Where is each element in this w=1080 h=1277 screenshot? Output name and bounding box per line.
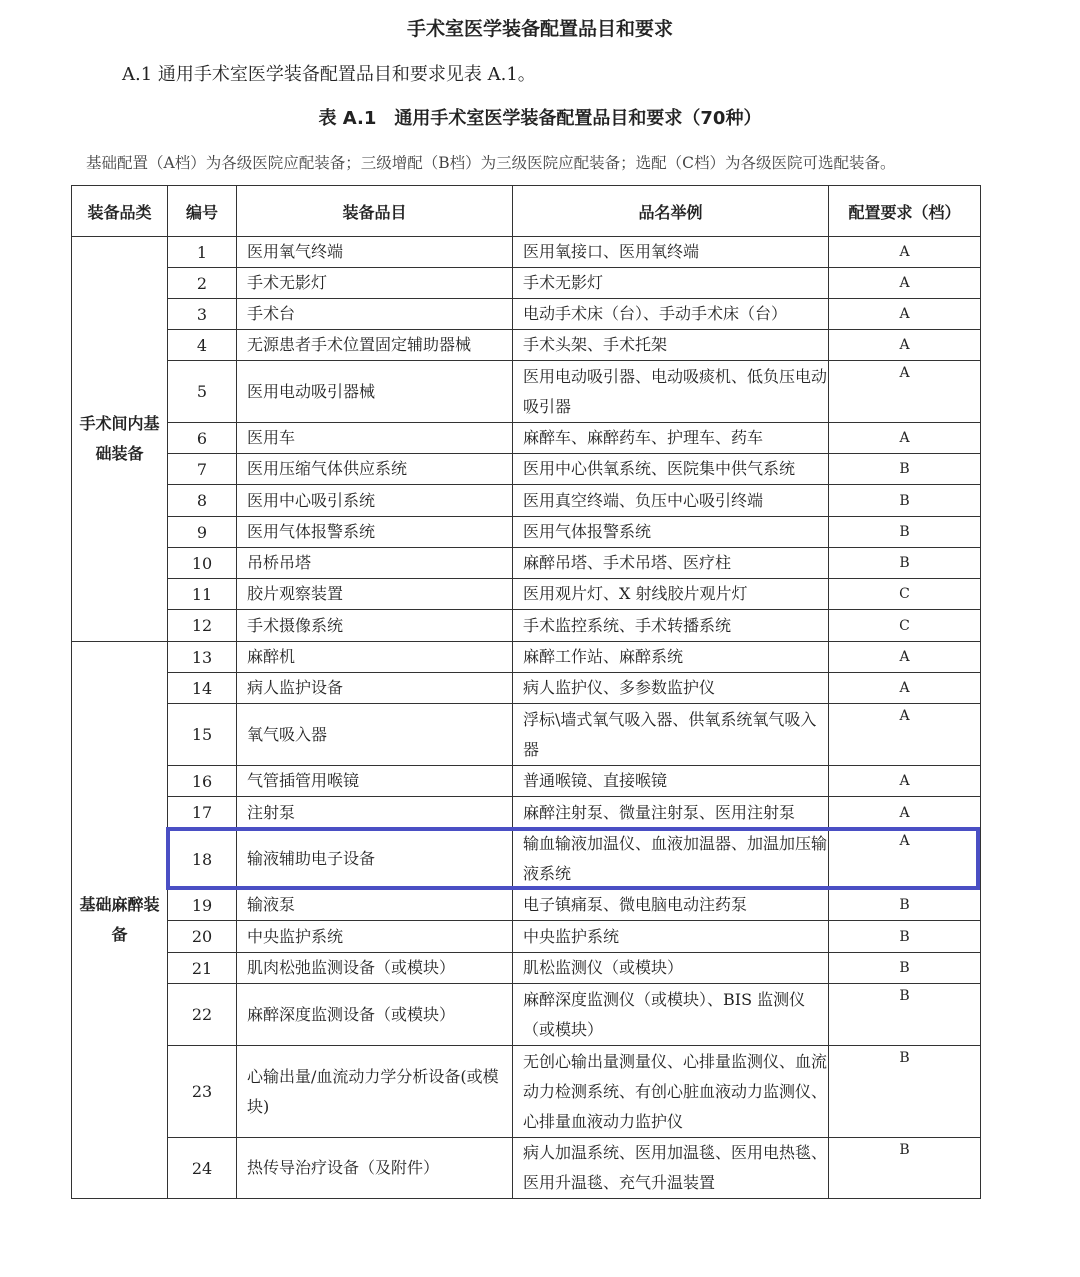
grade-cell: B: [829, 1138, 981, 1199]
item-cell: 心输出量/血流动力学分析设备(或模块): [237, 1046, 513, 1138]
grade-cell: A: [829, 268, 981, 299]
table-row: [72, 1138, 981, 1199]
example-cell: 麻醉注射泵、微量注射泵、医用注射泵: [513, 797, 829, 829]
grade-cell: A: [829, 423, 981, 454]
table-row: [72, 890, 981, 921]
example-cell: 电动手术床（台）、手动手术床（台）: [513, 299, 829, 330]
example-cell: 麻醉车、麻醉药车、护理车、药车: [513, 423, 829, 454]
item-cell: 输液泵: [237, 890, 513, 921]
table-row: [72, 984, 981, 1046]
item-cell: 气管插管用喉镜: [237, 766, 513, 797]
number-cell: 22: [168, 984, 237, 1046]
number-cell: 19: [168, 890, 237, 921]
grade-cell: A: [829, 237, 981, 268]
table-row: [72, 829, 981, 890]
grade-cell: C: [829, 610, 981, 642]
header-example: 品名举例: [513, 186, 829, 237]
example-cell: 输血输液加温仪、血液加温器、加温加压输液系统: [513, 829, 829, 890]
number-cell: 20: [168, 921, 237, 953]
example-cell: 医用中心供氧系统、医院集中供气系统: [513, 454, 829, 485]
grade-cell: B: [829, 517, 981, 548]
grade-cell: A: [829, 766, 981, 797]
example-cell: 手术无影灯: [513, 268, 829, 299]
grade-cell: B: [829, 454, 981, 485]
table-row: [72, 423, 981, 454]
grade-cell: A: [829, 673, 981, 704]
example-cell: 浮标\墙式氧气吸入器、供氧系统氧气吸入器: [513, 704, 829, 766]
example-cell: 肌松监测仪（或模块）: [513, 953, 829, 984]
header-category: 装备品类: [72, 186, 168, 237]
category-cell: 手术间内基础装备: [72, 237, 168, 642]
example-cell: 医用观片灯、X 射线胶片观片灯: [513, 579, 829, 610]
grade-cell: A: [829, 829, 981, 890]
document-title: 手术室医学装备配置品目和要求: [406, 18, 673, 40]
grade-cell: B: [829, 984, 981, 1046]
example-cell: 无创心输出量测量仪、心排量监测仪、血流动力检测系统、有创心脏血液动力监测仪、心排量血液动力监护仪: [513, 1046, 829, 1138]
number-cell: 11: [168, 579, 237, 610]
example-cell: 普通喉镜、直接喉镜: [513, 766, 829, 797]
table-row: [72, 330, 981, 361]
example-cell: 电子镇痛泵、微电脑电动注药泵: [513, 890, 829, 921]
example-cell: 病人监护仪、多参数监护仪: [513, 673, 829, 704]
number-cell: 9: [168, 517, 237, 548]
item-cell: 医用氧气终端: [237, 237, 513, 268]
number-cell: 16: [168, 766, 237, 797]
number-cell: 2: [168, 268, 237, 299]
header-item: 装备品目: [237, 186, 513, 237]
table-caption: 表 A.1 通用手术室医学装备配置品目和要求（70种）: [318, 108, 762, 129]
table-row: [72, 797, 981, 829]
table-row: [72, 548, 981, 579]
table-row: [72, 299, 981, 330]
header-number: 编号: [168, 186, 237, 237]
number-cell: 1: [168, 237, 237, 268]
item-cell: 医用气体报警系统: [237, 517, 513, 548]
grade-cell: B: [829, 485, 981, 517]
grade-cell: A: [829, 299, 981, 330]
example-cell: 病人加温系统、医用加温毯、医用电热毯、医用升温毯、充气升温装置: [513, 1138, 829, 1199]
item-cell: 手术摄像系统: [237, 610, 513, 642]
item-cell: 无源患者手术位置固定辅助器械: [237, 330, 513, 361]
example-cell: 医用电动吸引器、电动吸痰机、低负压电动吸引器: [513, 361, 829, 423]
table-row: [72, 642, 981, 673]
item-cell: 吊桥吊塔: [237, 548, 513, 579]
item-cell: 热传导治疗设备（及附件）: [237, 1138, 513, 1199]
table-row: [72, 673, 981, 704]
number-cell: 10: [168, 548, 237, 579]
number-cell: 5: [168, 361, 237, 423]
grade-cell: C: [829, 579, 981, 610]
number-cell: 7: [168, 454, 237, 485]
item-cell: 输液辅助电子设备: [237, 829, 513, 890]
table-row: [72, 766, 981, 797]
table-row: [72, 610, 981, 642]
table-note: 基础配置（A档）为各级医院应配装备；三级增配（B档）为三级医院应配装备；选配（C档）为各级医院可选配装备。: [86, 154, 896, 172]
item-cell: 医用车: [237, 423, 513, 454]
example-cell: 手术头架、手术托架: [513, 330, 829, 361]
item-cell: 注射泵: [237, 797, 513, 829]
item-cell: 手术无影灯: [237, 268, 513, 299]
example-cell: 医用真空终端、负压中心吸引终端: [513, 485, 829, 517]
number-cell: 24: [168, 1138, 237, 1199]
item-cell: 医用中心吸引系统: [237, 485, 513, 517]
number-cell: 14: [168, 673, 237, 704]
table-row: [72, 1046, 981, 1138]
grade-cell: A: [829, 642, 981, 673]
grade-cell: B: [829, 953, 981, 984]
item-cell: 肌肉松弛监测设备（或模块）: [237, 953, 513, 984]
number-cell: 3: [168, 299, 237, 330]
header-grade: 配置要求（档）: [829, 186, 981, 237]
example-cell: 医用气体报警系统: [513, 517, 829, 548]
grade-cell: A: [829, 704, 981, 766]
item-cell: 病人监护设备: [237, 673, 513, 704]
section-paragraph: A.1 通用手术室医学装备配置品目和要求见表 A.1。: [122, 64, 536, 85]
table-row: [72, 454, 981, 485]
number-cell: 15: [168, 704, 237, 766]
table-row: [72, 921, 981, 953]
example-cell: 麻醉吊塔、手术吊塔、医疗柱: [513, 548, 829, 579]
item-cell: 麻醉深度监测设备（或模块）: [237, 984, 513, 1046]
table-row: [72, 517, 981, 548]
grade-cell: A: [829, 797, 981, 829]
number-cell: 4: [168, 330, 237, 361]
example-cell: 麻醉工作站、麻醉系统: [513, 642, 829, 673]
number-cell: 17: [168, 797, 237, 829]
number-cell: 18: [168, 829, 237, 890]
example-cell: 医用氧接口、医用氧终端: [513, 237, 829, 268]
grade-cell: B: [829, 1046, 981, 1138]
grade-cell: B: [829, 548, 981, 579]
table-header-row: [72, 186, 981, 237]
table-row: [72, 485, 981, 517]
example-cell: 手术监控系统、手术转播系统: [513, 610, 829, 642]
table-row: [72, 579, 981, 610]
number-cell: 13: [168, 642, 237, 673]
number-cell: 6: [168, 423, 237, 454]
category-cell: 基础麻醉装备: [72, 642, 168, 1199]
grade-cell: A: [829, 361, 981, 423]
number-cell: 8: [168, 485, 237, 517]
item-cell: 医用电动吸引器械: [237, 361, 513, 423]
item-cell: 中央监护系统: [237, 921, 513, 953]
table-row: [72, 268, 981, 299]
table-row: [72, 361, 981, 423]
grade-cell: B: [829, 921, 981, 953]
item-cell: 氧气吸入器: [237, 704, 513, 766]
number-cell: 23: [168, 1046, 237, 1138]
item-cell: 麻醉机: [237, 642, 513, 673]
item-cell: 医用压缩气体供应系统: [237, 454, 513, 485]
number-cell: 21: [168, 953, 237, 984]
number-cell: 12: [168, 610, 237, 642]
example-cell: 中央监护系统: [513, 921, 829, 953]
item-cell: 手术台: [237, 299, 513, 330]
grade-cell: B: [829, 890, 981, 921]
example-cell: 麻醉深度监测仪（或模块）、BIS 监测仪（或模块）: [513, 984, 829, 1046]
item-cell: 胶片观察装置: [237, 579, 513, 610]
table-row: [72, 704, 981, 766]
grade-cell: A: [829, 330, 981, 361]
table-row: [72, 953, 981, 984]
equipment-table: [71, 185, 981, 1199]
table-row: [72, 237, 981, 268]
